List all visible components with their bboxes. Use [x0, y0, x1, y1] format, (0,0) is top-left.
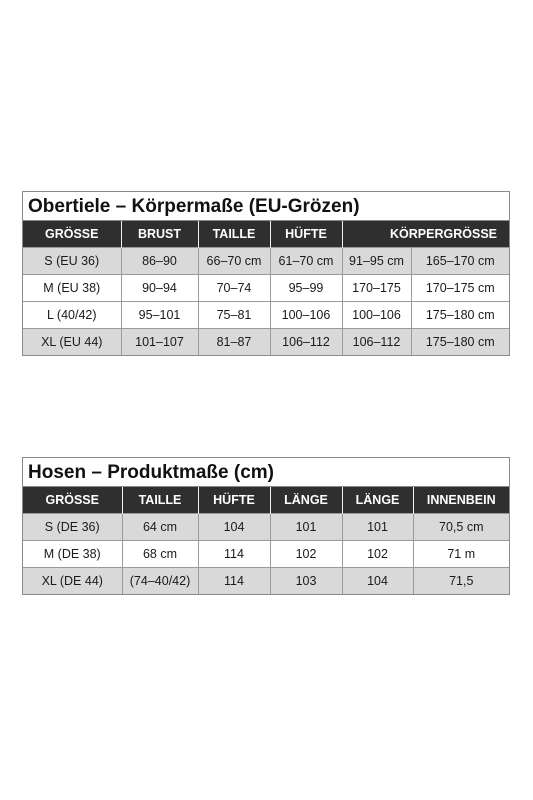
table-cell: 175–180 cm — [411, 302, 509, 329]
table-cell: 75–81 — [198, 302, 270, 329]
pants-table-title: Hosen – Produktmaße (cm) — [23, 458, 509, 487]
pants-size-table — [22, 457, 510, 595]
table-cell: L (40/42) — [23, 302, 121, 329]
header-cell: HÜFTE — [198, 487, 270, 514]
tops-table-grid — [23, 221, 509, 355]
table-cell: 175–180 cm — [411, 329, 509, 356]
tops-header-row — [23, 221, 509, 248]
table-cell: M (DE 38) — [23, 541, 122, 568]
table-cell: XL (DE 44) — [23, 568, 122, 595]
table-cell: 66–70 cm — [198, 248, 270, 275]
table-cell: (74–40/42) — [122, 568, 198, 595]
table-cell: 102 — [342, 541, 413, 568]
table-cell: 95–101 — [121, 302, 198, 329]
table-cell: 71,5 — [413, 568, 509, 595]
table-cell: 90–94 — [121, 275, 198, 302]
header-cell: HÜFTE — [270, 221, 342, 248]
header-cell: BRUST — [121, 221, 198, 248]
table-cell: 101 — [342, 514, 413, 541]
table-cell: 68 cm — [122, 541, 198, 568]
header-cell: GRÖSSE — [23, 221, 121, 248]
table-cell: 170–175 — [342, 275, 411, 302]
table-cell: 95–99 — [270, 275, 342, 302]
header-cell: GRÖSSE — [23, 487, 122, 514]
table-row — [23, 329, 509, 356]
table-cell: S (EU 36) — [23, 248, 121, 275]
header-cell: TAILLE — [198, 221, 270, 248]
table-cell: 114 — [198, 541, 270, 568]
table-cell: 70,5 cm — [413, 514, 509, 541]
tops-size-table — [22, 191, 510, 356]
table-cell: XL (EU 44) — [23, 329, 121, 356]
header-cell-text: KÖRPERGRÖSSE — [390, 227, 497, 241]
table-cell: 104 — [342, 568, 413, 595]
table-row — [23, 541, 509, 568]
table-cell: 81–87 — [198, 329, 270, 356]
table-cell: 100–106 — [270, 302, 342, 329]
table-row — [23, 248, 509, 275]
table-row — [23, 275, 509, 302]
table-cell: 70–74 — [198, 275, 270, 302]
table-cell: 101–107 — [121, 329, 198, 356]
header-cell-koerpergroesse — [342, 221, 509, 248]
table-cell: 114 — [198, 568, 270, 595]
table-row — [23, 514, 509, 541]
header-cell: TAILLE — [122, 487, 198, 514]
table-cell: S (DE 36) — [23, 514, 122, 541]
table-cell: 102 — [270, 541, 342, 568]
table-cell: 86–90 — [121, 248, 198, 275]
table-cell: 106–112 — [270, 329, 342, 356]
table-cell: 71 m — [413, 541, 509, 568]
table-cell: 170–175 cm — [411, 275, 509, 302]
table-cell: 165–170 cm — [411, 248, 509, 275]
header-cell: LÄNGE — [270, 487, 342, 514]
pants-table-grid — [23, 487, 509, 594]
header-cell: INNENBEIN — [413, 487, 509, 514]
table-cell: 103 — [270, 568, 342, 595]
table-cell: 64 cm — [122, 514, 198, 541]
table-row — [23, 302, 509, 329]
header-cell: LÄNGE — [342, 487, 413, 514]
table-cell: 104 — [198, 514, 270, 541]
table-cell: 101 — [270, 514, 342, 541]
table-cell: 61–70 cm — [270, 248, 342, 275]
table-row — [23, 568, 509, 595]
table-cell: 106–112 — [342, 329, 411, 356]
table-cell: 100–106 — [342, 302, 411, 329]
table-cell: M (EU 38) — [23, 275, 121, 302]
table-cell: 91–95 cm — [342, 248, 411, 275]
tops-table-title: Obertiele – Körpermaße (EU-Grözen) — [23, 192, 509, 221]
pants-header-row — [23, 487, 509, 514]
